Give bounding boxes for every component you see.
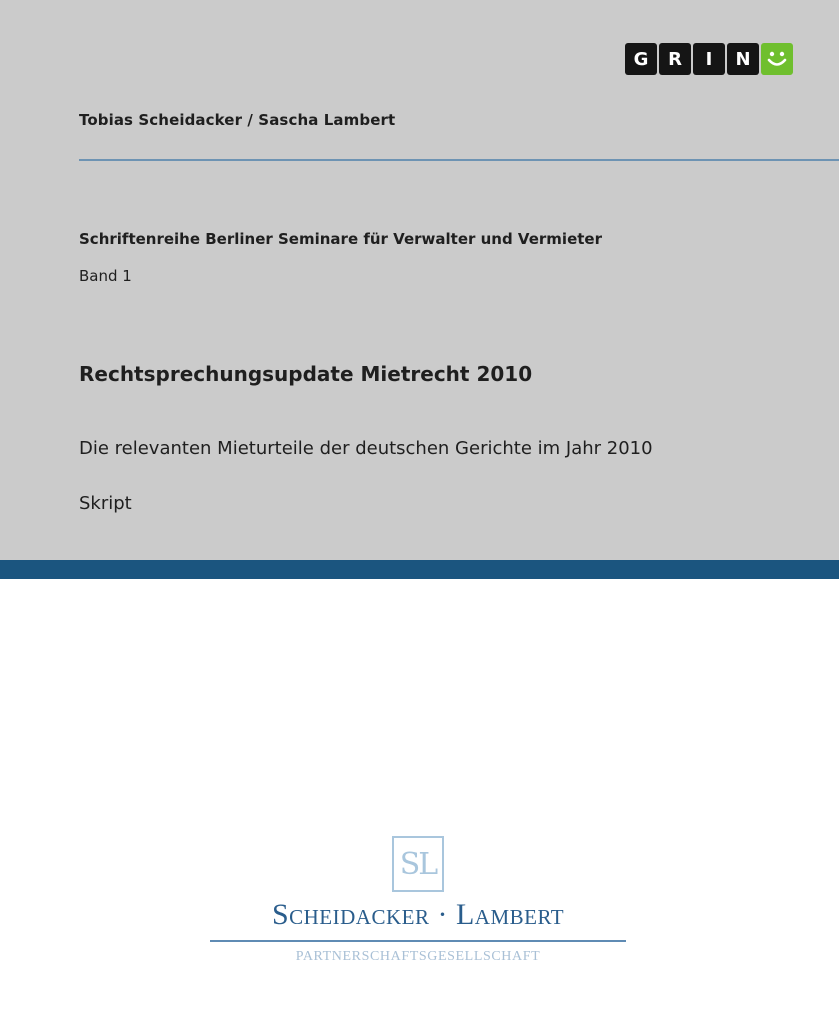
document-type: Skript xyxy=(79,493,132,514)
grin-letter-g: G xyxy=(625,43,657,75)
firm-name: Scheidacker · Lambert xyxy=(271,898,565,931)
book-title: Rechtsprechungsupdate Mietrecht 2010 xyxy=(79,362,533,386)
volume-number: Band 1 xyxy=(79,267,132,285)
book-subtitle: Die relevanten Mieturteile der deutschen Gerichte im Jahr 2010 xyxy=(79,438,653,459)
firm-tagline: PARTNERSCHAFTSGESELLSCHAFT xyxy=(295,949,541,964)
grin-letter-i: I xyxy=(693,43,725,75)
firm-logo-rule xyxy=(210,940,626,942)
grin-logo xyxy=(625,43,793,75)
firm-logo xyxy=(210,832,626,972)
firm-monogram: SL xyxy=(392,836,444,892)
grin-letter-n: N xyxy=(727,43,759,75)
smile-icon xyxy=(761,43,793,75)
series-title: Schriftenreihe Berliner Seminare für Verwalter und Vermieter xyxy=(79,230,602,248)
cover-band xyxy=(0,560,839,579)
grin-letter-r: R xyxy=(659,43,691,75)
authors: Tobias Scheidacker / Sascha Lambert xyxy=(79,111,396,129)
divider-rule xyxy=(79,159,839,161)
